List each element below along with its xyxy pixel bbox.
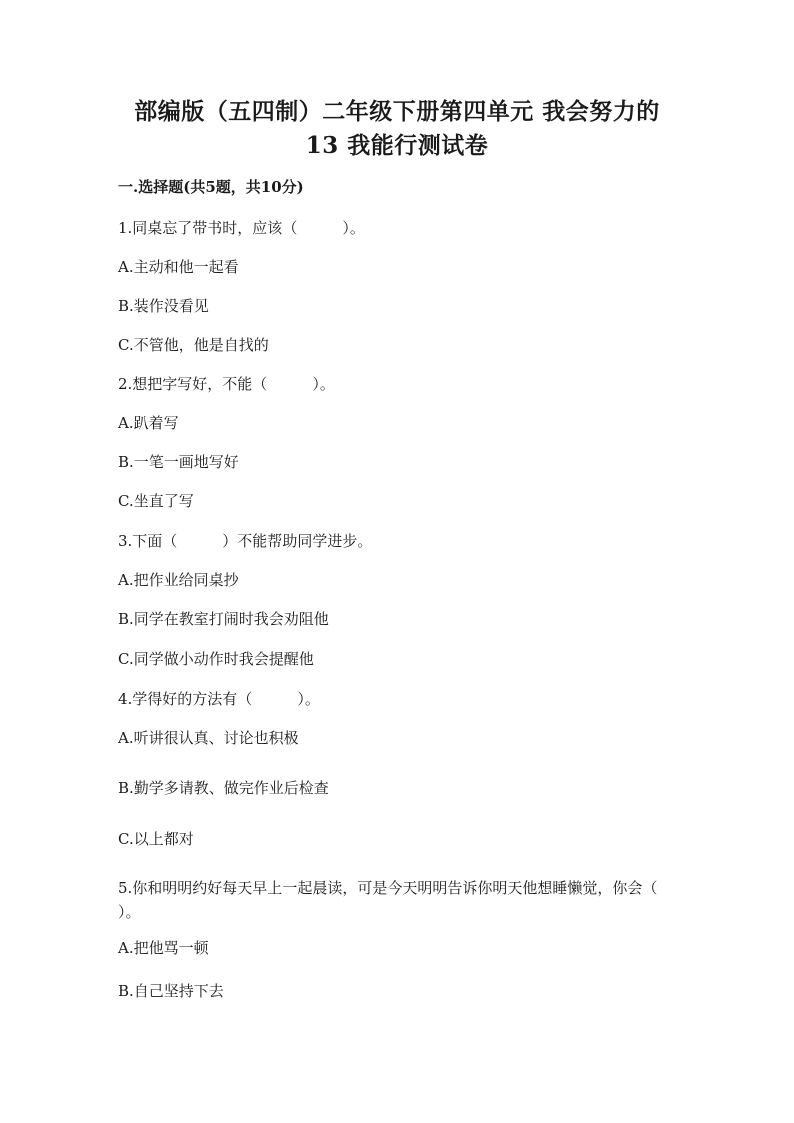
question-1-option-a: A.主动和他一起看 [118, 258, 239, 276]
question-3-option-c: C.同学做小动作时我会提醒他 [118, 650, 314, 668]
question-4-stem: 4.学得好的方法有（ ）。 [118, 690, 320, 708]
question-3-option-a: A.把作业给同桌抄 [118, 571, 239, 589]
question-4-option-a: A.听讲很认真、讨论也积极 [118, 729, 299, 747]
document-title-line-2: 13 我能行测试卷 [305, 132, 489, 159]
question-1-option-b: B.装作没看见 [118, 297, 209, 315]
question-3-stem: 3.下面（ ）不能帮助同学进步。 [118, 532, 373, 550]
question-2-option-c: C.坐直了写 [118, 492, 194, 510]
document-title-line-1: 部编版（五四制）二年级下册第四单元 我会努力的 [134, 98, 660, 125]
question-5-stem: 5.你和明明约好每天早上一起晨读，可是今天明明告诉你明天他想睡懒觉，你会（ ）。 [118, 879, 688, 921]
section-heading: 一.选择题(共5题，共10分) [118, 178, 304, 196]
question-2-stem: 2.想把字写好，不能（ ）。 [118, 375, 335, 393]
question-1-option-c: C.不管他，他是自找的 [118, 336, 269, 354]
question-1-stem: 1.同桌忘了带书时，应该（ ）。 [118, 219, 365, 237]
question-2-option-b: B.一笔一画地写好 [118, 453, 239, 471]
question-2-option-a: A.趴着写 [118, 414, 179, 432]
question-4-option-b: B.勤学多请教、做完作业后检查 [118, 779, 329, 797]
question-4-option-c: C.以上都对 [118, 830, 194, 848]
question-5-option-a: A.把他骂一顿 [118, 939, 209, 957]
question-5-option-b: B.自己坚持下去 [118, 982, 224, 1000]
question-3-option-b: B.同学在教室打闹时我会劝阻他 [118, 610, 329, 628]
